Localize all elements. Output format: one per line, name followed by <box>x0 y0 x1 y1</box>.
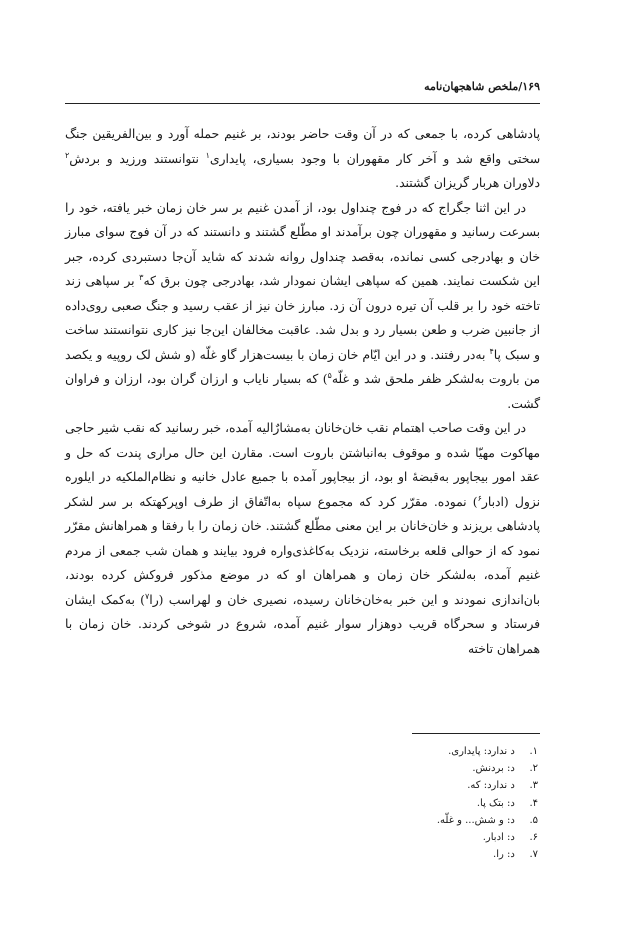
footnote-item: ۶. د: ادبار. <box>482 832 538 844</box>
paragraph-3: در این وقت صاحب اهتمام نقب خان‌خانان به‌مشارٌالیه آمده، خبر رسانید که نقب شیر حاجی مهاکوت مهیّا شده و موقوف به‌انباشتن باروت است. مقارن این حال مراری پندت که حل و عقد امور بیجاپور به‌قبضهٔ او بود، از بیجاپور آمده با جمیع عادل خانیه و نظام‌الملکیه در ایلوره نزول (ادبار$^۶$) نموده. مقرّر کرد که مجموع سپاه به‌اتّفاق از طرف اوپرکهتکه بر سر لشکر پادشاهی بریزند و خان‌خانان بر این معنی مطّلع گشتند. خان زمان را با رفقا و همراهانش مقرّر نمود که از حوالی قلعه برخاسته، نزدیک به‌کاغذی‌واره فرود بیایند و همان شب جمعی از مردم غنیم آمده، به‌لشکر خان زمان و همراهان او که در موضع مذکور فروکش کرده بودند، بان‌اندازی نمودند و این خبر به‌خان‌خانان رسیده، نصیری خان و لهراسب (را$^۷$) به‌کمک ایشان فرستاد و سحرگاه قریب دوهزار سوار غنیم آمده، شروع در شوخی کردند. خان زمان با همراهان تاخته <box>65 421 541 656</box>
paragraph-2: در این اثنا جگراج که در فوج چنداول بود، از آمدن غنیم بر سر خان زمان خبر یافته، خود را بسرعت رسانید و مقهوران چون برآمدند او مطّلع گشتند و دانستند که در آن فوج سوای مبارز خان و بهادرجی کسی نمانده، به‌قصد چنداول روانه شدند که شاید آن‌جا دستبردی کرده، جبر این شکست نمایند. همین که سپاهی ایشان نمودار شد، بهادرجی چون برق که$^۳$ بر سپاهی زند تاخته خود را بر قلب آن تیره درون آن زد. مبارز خان نیز از عقب رسید و جنگ صعبی روی‌داده از جانبین ضرب و طعن بسیار رد و بدل شد. عاقبت مخالفان این‌جا نیز کاری نتوانستند ساخت و سبک پا$^۴$ به‌در رفتند. و در این ایّام خان زمان با بیست‌هزار گاو غلّه (و شش لک روپیه و یکصد من باروت به‌لشکر ظفر ملحق شد و غلّه$^۵$) که بسیار نایاب و ارزان گران بود، ارزان و فراوان گشت. <box>65 200 541 411</box>
footnote-ref-6[interactable]: ۶ <box>477 493 482 503</box>
footnote-ref-5[interactable]: ۵ <box>327 370 332 380</box>
main-text <box>65 122 540 661</box>
footnote-item: ۱. د ندارد: پایداری. <box>448 746 538 757</box>
footnote-item: ۳. د ندارد: که. <box>467 780 538 792</box>
footnote-item: ۵. د: و شش... و غلّه. <box>436 814 538 826</box>
footnote-ref-1[interactable]: ۱ <box>205 150 210 160</box>
footnote-ref-7[interactable]: ۷ <box>144 591 150 601</box>
footnote-ref-4[interactable]: ۴ <box>489 346 494 356</box>
page-header <box>65 80 540 102</box>
footnote-ref-3[interactable]: ۳ <box>139 272 144 282</box>
header-divider <box>65 103 540 104</box>
footnote-ref-2[interactable]: ۲ <box>65 150 70 160</box>
footnote-item: ۷. د: را. <box>493 849 538 861</box>
footnote-item: ۲. د: بردنش. <box>472 763 538 775</box>
footnote-divider <box>412 733 540 734</box>
running-title: ۱۶۹/ملخص شاهجهان‌نامه <box>424 80 540 93</box>
paragraph-1: پادشاهی کرده، با جمعی که در آن وقت حاضر بودند، بر غنیم حمله آورد و بین‌الفریقین جنگ سختی واقع شد و آخر کار مقهوران با وجود بسیاری، پایداری$^۱$ نتوانستند ورزید و بردش$^۲$ دلاوران هربار گریزان گشتند. <box>65 127 540 190</box>
footnote-item: ۴. د: بتک پا. <box>476 797 538 809</box>
footnotes-list <box>300 743 538 863</box>
